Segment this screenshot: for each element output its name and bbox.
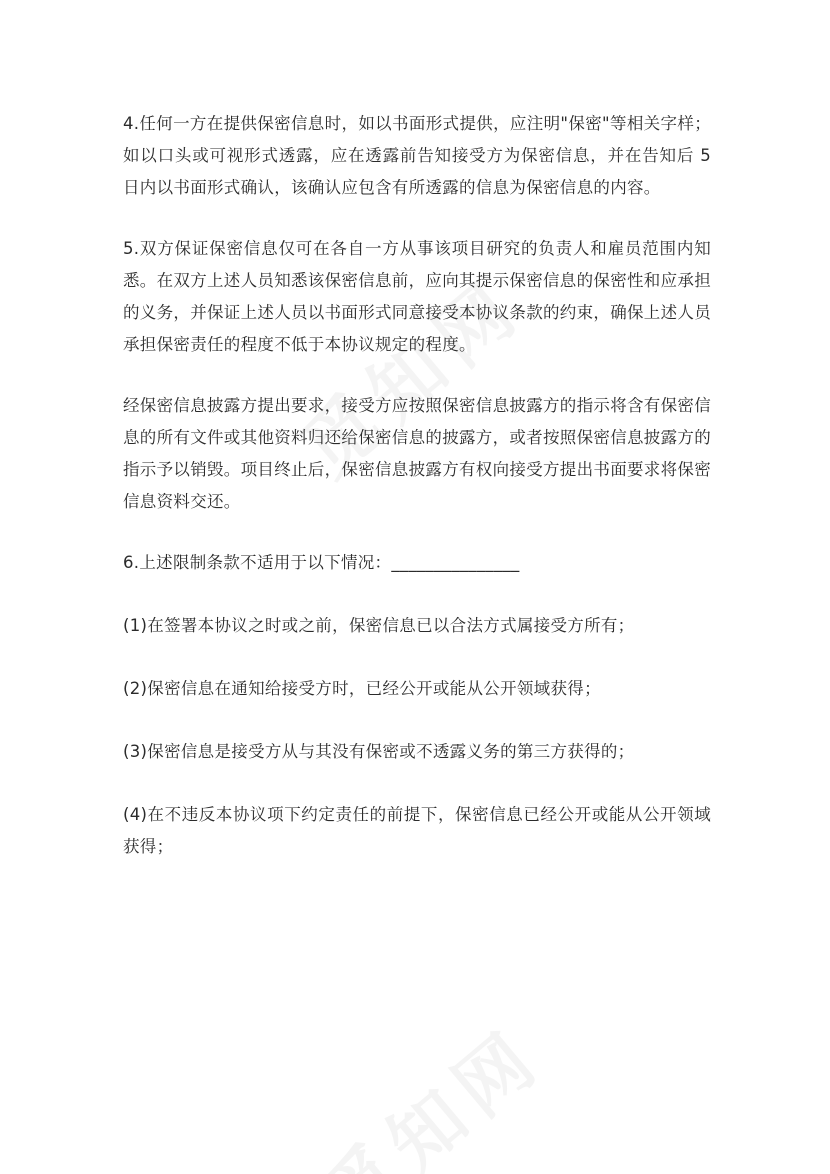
clause-5-paragraph: 5.双方保证保密信息仅可在各自一方从事该项目研究的负责人和雇员范围内知悉。在双方上述人员知悉该保密信息前，应向其提示保密信息的保密性和应承担的义务，并保证上述人员以书面形式同意接受本协议条款的约束，确保上述人员承担保密责任的程度不低于本协议规定的程度。 xyxy=(123,239,711,354)
exception-item-4: (4)在不违反本协议项下约定责任的前提下，保密信息已经公开或能从公开领域获得； xyxy=(123,805,711,856)
watermark xyxy=(296,999,562,1174)
clause-6-paragraph: 6.上述限制条款不适用于以下情况：_______________ xyxy=(123,553,520,572)
document-body xyxy=(123,108,711,894)
exception-item-3: (3)保密信息是接受方从与其没有保密或不透露义务的第三方获得的； xyxy=(123,742,635,761)
exception-item-1: (1)在签署本协议之时或之前，保密信息已以合法方式属接受方所有； xyxy=(123,616,635,635)
exceptions-list xyxy=(123,610,711,863)
exception-item-2: (2)保密信息在通知给接受方时，已经公开或能从公开领域获得； xyxy=(123,679,601,698)
clause-5-return-paragraph: 经保密信息披露方提出要求，接受方应按照保密信息披露方的指示将含有保密信息的所有文件或其他资料归还给保密信息的披露方，或者按照保密信息披露方的指示予以销毁。项目终止后，保密信息披露方有权向接受方提出书面要求将保密信息资料交还。 xyxy=(123,396,711,511)
clause-4-paragraph: 4.任何一方在提供保密信息时，如以书面形式提供，应注明"保密"等相关字样；如以口头或可视形式透露，应在透露前告知接受方为保密信息，并在告知后 5 日内以书面形式确认，该确认应包含有所透露的信息为保密信息的内容。 xyxy=(123,114,711,197)
